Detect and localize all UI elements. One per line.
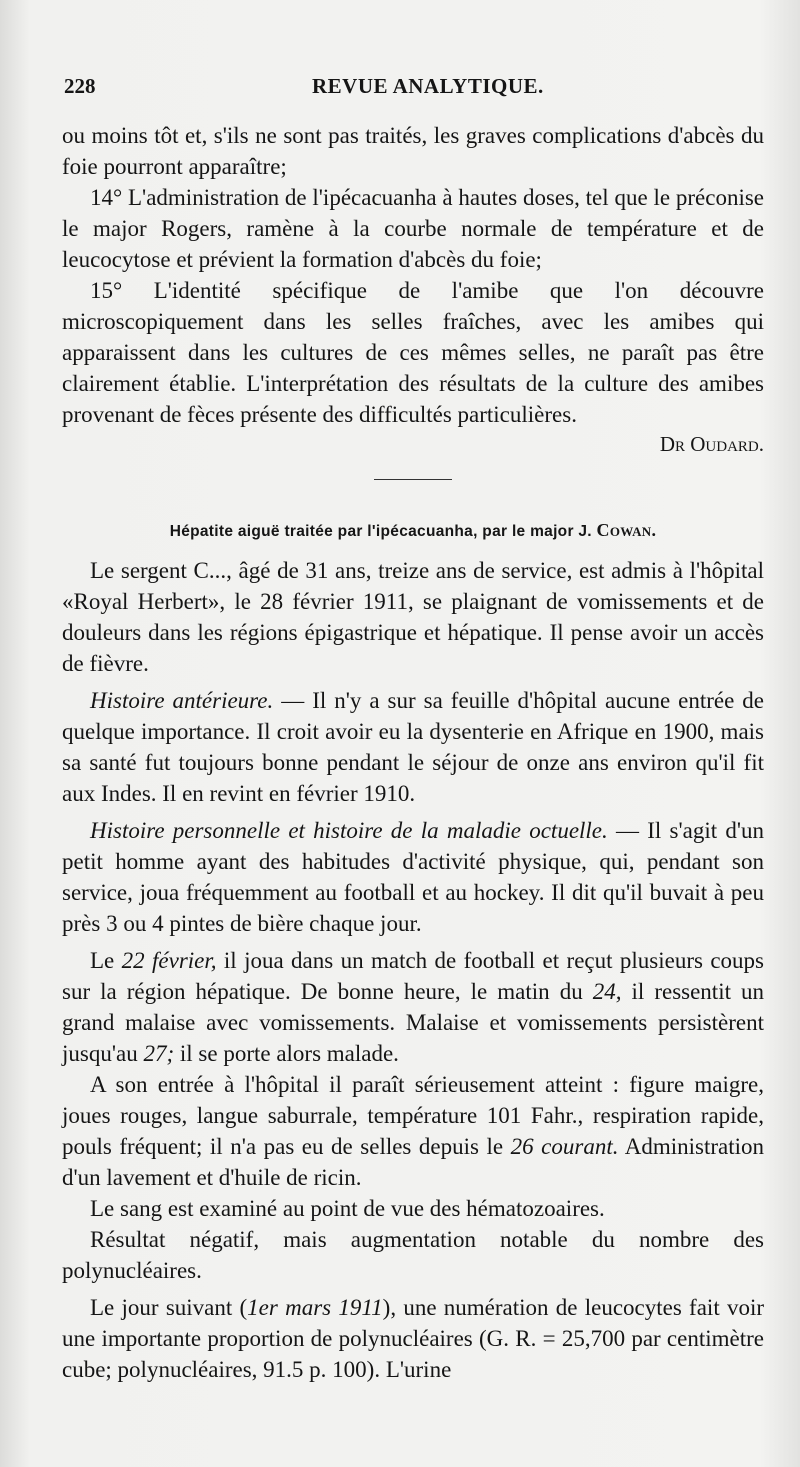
match-text-d: il se porte alors malade. [174,1041,399,1066]
article-title [62,520,764,541]
paragraph-match [62,945,764,1069]
body-text [62,120,764,1385]
next-day-date: 1er mars 1911 [247,1295,383,1320]
page-number: 228 [64,74,96,98]
match-text-c: il ressentit un grand malaise avec vomissements. Malaise et vomissements persistèrent jusqu'au [62,979,764,1066]
match-date-3: 27; [143,1041,175,1066]
paragraph-admission: Le sergent C..., âgé de 31 ans, treize ans de service, est admis à l'hôpital «Royal Herbert», le 28 février 1911, se plaignant de vomissements et de douleurs dans les régions épigastrique et hépatique. Il pense avoir un accès de fièvre. [62,558,764,676]
paragraph-item-15: 15° L'identité spécifique de l'amibe que l'on découvre microscopiquement dans les selles fraîches, avec les amibes qui apparaissent dans les cultures de ces mêmes selles, ne paraît pas être clairement établie. L'interprétation des résultats de la culture des amibes provenant de fèces présente des difficultés particulières. [62,278,764,427]
page-header [62,74,762,104]
entry-date: 26 courant. [510,1134,619,1159]
entry-text-b: Administration d'un lavement et d'huile de ricin. [62,1134,764,1190]
paragraph-entry [62,1069,764,1193]
paragraph-next-day [62,1292,764,1385]
next-day-text-a: Le jour suivant ( [90,1295,248,1320]
match-date-1: 22 février, [121,948,217,973]
personal-history-text: — Il s'agit d'un petit homme ayant des habitudes d'activité physique, qui, pendant son service, joua fréquemment au football et au hockey. Il dit qu'il buvait à peu près 3 ou 4 pintes de bière chaque jour. [62,818,764,936]
history-text: — Il n'y a sur sa feuille d'hôpital aucune entrée de quelque importance. Il croit avoir eu la dysenterie en Afrique en 1900, mais sa santé fut toujours bonne pendant le séjour de onze ans environ qu'il fit aux Indes. Il en revint en février 1910. [62,688,764,806]
author-signature: Dr Oudard. [659,432,764,456]
match-date-2: 24, [592,979,622,1004]
paragraph-blood: Le sang est examiné au point de vue des hématozoaires. [90,1196,605,1221]
entry-text-a: A son entrée à l'hôpital il paraît sérieusement atteint : figure maigre, joues rouges, langue saburrale, température 101 Fahr., respiration rapide, pouls fréquent; il n'a pas eu de selles depuis le [62,1072,764,1159]
article-title-text: Hépatite aiguë traitée par l'ipécacuanha, par le major J. [169,523,592,540]
paragraph-item-14: 14° L'administration de l'ipécacuanha à hautes doses, tel que le préconise le major Rogers, ramène à la courbe normale de température et de leucocytose et prévient la formation d'abcès du foie; [62,185,764,272]
personal-history-label: Histoire personnelle et histoire de la maladie octuelle. [90,818,608,843]
match-text-b: il joua dans un match de football et reçut plusieurs coups sur la région hépatique. De bonne heure, le matin du [62,948,764,1004]
article-author: Cowan. [596,520,657,540]
next-day-text-b: ), une numération de leucocytes fait voir une importante proportion de polynucléaires (G. R. = 25,700 par centimètre cube; polynucléaires, 91.5 p. 100). L'urine [62,1295,765,1382]
paragraph-personal-history [62,815,764,939]
paragraph-history [62,685,764,809]
paragraph-continuation: ou moins tôt et, s'ils ne sont pas traités, les graves complications d'abcès du foie pourront apparaître; [62,123,764,179]
history-label: Histoire antérieure. [90,688,274,713]
paragraph-result: Résultat négatif, mais augmentation notable du nombre des polynucléaires. [62,1227,764,1283]
match-text-a: Le [90,948,122,973]
section-divider [374,479,452,480]
running-title: REVUE ANALYTIQUE. [312,74,544,98]
